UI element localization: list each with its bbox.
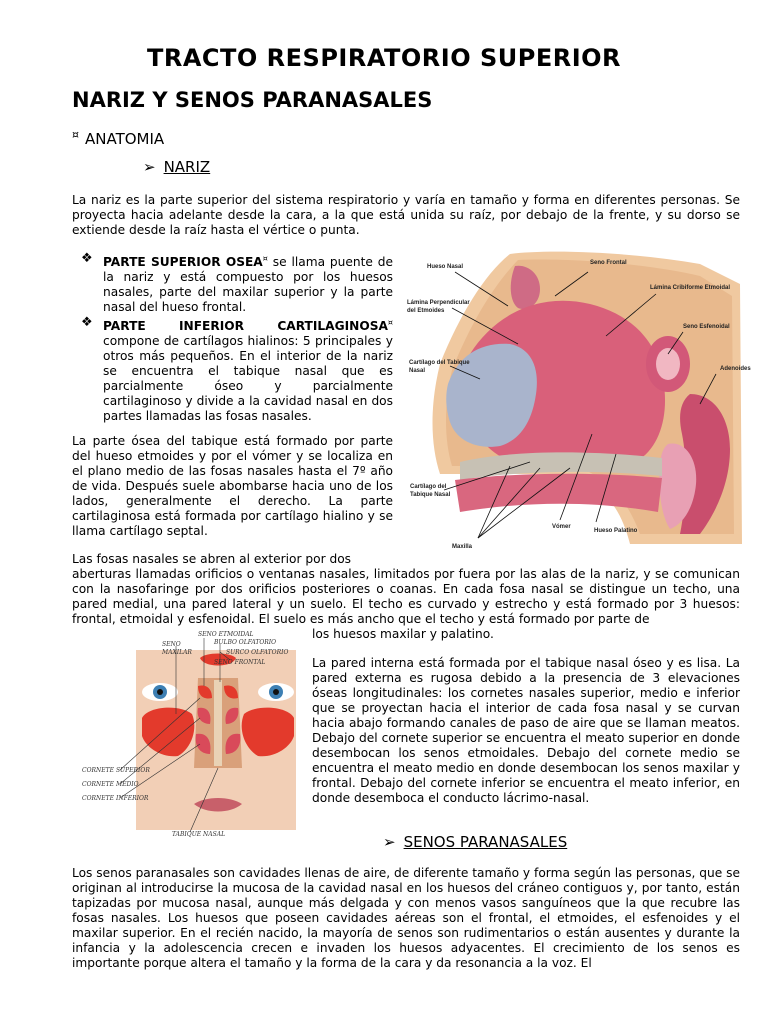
fosas-paragraph-start: Las fosas nasales se abren al exterior por dos (72, 552, 352, 566)
section-label: ANATOMIA (85, 130, 165, 148)
label-hueso-nasal: Hueso Nasal (427, 264, 464, 270)
bullet-osea-key: PARTE SUPERIOR OSEA (103, 255, 263, 270)
nariz-label: NARIZ (163, 158, 211, 176)
bullet-cartilaginosa (81, 315, 393, 424)
label-seno-frontal: SENO FRONTAL (214, 659, 266, 666)
label-bulbo: BULBO OLFATORIO (214, 639, 277, 646)
diamond-bullet-icon: ❖ (81, 315, 93, 330)
label-seno-esfenoidal: Seno Esfenoidal (683, 324, 730, 330)
section-heading: NARIZ Y SENOS PARANASALES (72, 88, 433, 112)
nariz-subheading (143, 158, 210, 176)
document-title: TRACTO RESPIRATORIO SUPERIOR (146, 44, 622, 72)
label-seno-frontal: Seno Frontal (590, 260, 627, 266)
label-vomer: Vómer (552, 524, 571, 530)
senos-label: SENOS PARANASALES (403, 833, 568, 851)
label-cartilago-tabique-2: Nasal (409, 368, 426, 374)
label-surco: SURCO OLFATORIO (226, 649, 289, 656)
label-seno-etmoidal: SENO ETMOIDAL (198, 631, 254, 638)
bullet-osea-mark: ¤ (262, 254, 268, 263)
label-lamina-perp-1: Lámina Perpendicular (407, 300, 470, 306)
bullet-osea-text: se llama puente de la nariz y está compuesto por los huesos nasales, parte del maxilar superior y la parte nasal del hueso frontal. (103, 255, 393, 315)
intro-paragraph: La nariz es la parte superior del sistema respiratorio y varía en tamaño y forma en diferentes personas. Se proyecta hacia adelante desde la cara, a la que está unida su raíz, por debajo de la frente, y su dorso se extiende desde la raíz hasta el vértice o punta. (72, 193, 740, 237)
pared-paragraph: La pared interna está formada por el tabique nasal óseo y es lisa. La pared externa es rugosa debido a la presencia de 3 elevaciones óseas longitudinales: los cornetes nasales superior, medio e inferior que se proyectan hacia el interior de cada fosa nasal y se curvan hacia abajo formando canales de paso de aire que se llaman meatos. Debajo del cornete superior se encuentra el meato superior en donde desembocan los senos etmoidales. Debajo del cornete medio se encuentra el meato medio en donde desembocan los senos maxilar y frontal. Debajo del cornete inferior se encuentra el meato inferior, en donde desemboca el conducto lácrimo-nasal. (312, 656, 740, 805)
label-lamina-perp-2: del Etmoides (407, 308, 445, 314)
fosas-paragraph-end: los huesos maxilar y palatino. (312, 627, 494, 641)
label-cartilago-tabique-1: Cartílago del Tabique (409, 360, 470, 366)
section-mark: ¤ (72, 128, 79, 141)
senos-subheading (383, 833, 567, 851)
anatomia-section (72, 128, 164, 148)
label-cornete-inferior: CORNETE INFERIOR (82, 795, 149, 802)
septum (214, 680, 222, 766)
diamond-bullet-icon: ❖ (81, 251, 93, 266)
tabique-paragraph: La parte ósea del tabique está formado por parte del hueso etmoides y por el vómer y se localiza en el plano medio de las fosas nasales hasta el 7º año de vida. Después suele abombarse hacia uno de los lados, generalmente el derecho. La parte cartilaginosa está formada por cartílago hialino y se llama cartílago septal. (72, 434, 393, 538)
fosas-paragraph: aberturas llamadas orificios o ventanas nasales, limitados por fuera por las alas de la nariz, y se comunican con la nasofaringe por dos orificios posteriores o coanas. En cada fosa nasal se distingue un techo, una pared medial, una pared lateral y un suelo. El techo es curvado y estrecho y está formado por 3 huesos: frontal, etmoidal y esfenoidal. El suelo es más ancho que el techo y está formado por parte de (72, 567, 740, 626)
bullet-cartilaginosa-text: compone de cartílagos hialinos: 5 principales y otros más pequeños. En el interior de la nariz se encuentra el tabique nasal que es parcialmente óseo y parcialmente cartilaginoso y divide a la cavidad nasal en dos partes llamadas las fosas nasales. (103, 334, 393, 424)
bullet-cartilaginosa-key: PARTE INFERIOR CARTILAGINOSA (103, 319, 388, 334)
label-cartilago-del-2: Tabique Nasal (410, 492, 451, 498)
senos-paragraph: Los senos paranasales son cavidades llenas de aire, de diferente tamaño y forma según las personas, que se originan al introducirse la mucosa de la cavidad nasal en los huesos del cráneo contiguos y, por tanto, están tapizadas por mucosa nasal, aunque más delgada y con menos vasos sanguíneos que la que recubre las fosas nasales. Los huesos que poseen cavidades aéreas son el frontal, el etmoides, el esfenoides y el maxilar superior. En el recién nacido, la mayoría de senos son rudimentarios o están ausentes y durante la infancia y la adolescencia crecen e invaden los huesos adyacentes. El crecimiento de los senos es importante porque altera el tamaño y la forma de la cara y da resonancia a la voz. El (72, 866, 740, 970)
bullet-cartilaginosa-mark: ¤ (387, 318, 393, 327)
sinus-face-figure (80, 628, 298, 840)
nasal-cavity-figure (400, 244, 751, 554)
label-maxilla: Maxilla (452, 544, 473, 550)
label-lamina-cribiforme: Lámina Cribiforme Etmoidal (650, 285, 731, 291)
label-adenoides: Adenoides (720, 366, 751, 372)
label-cornete-medio: CORNETE MEDIO (82, 781, 139, 788)
label-seno: SENO (162, 641, 181, 648)
label-tabique-nasal: TABIQUE NASAL (172, 831, 226, 838)
label-maxilar: MAXILAR (162, 649, 192, 656)
arrow-icon: ➢ (383, 833, 396, 851)
bullet-osea (81, 251, 393, 315)
label-hueso-palatino: Hueso Palatino (594, 528, 638, 534)
label-cartilago-del-1: Cartílago del (410, 484, 447, 490)
label-cornete-superior: CORNETE SUPERIOR (82, 767, 150, 774)
arrow-icon: ➢ (143, 158, 156, 176)
